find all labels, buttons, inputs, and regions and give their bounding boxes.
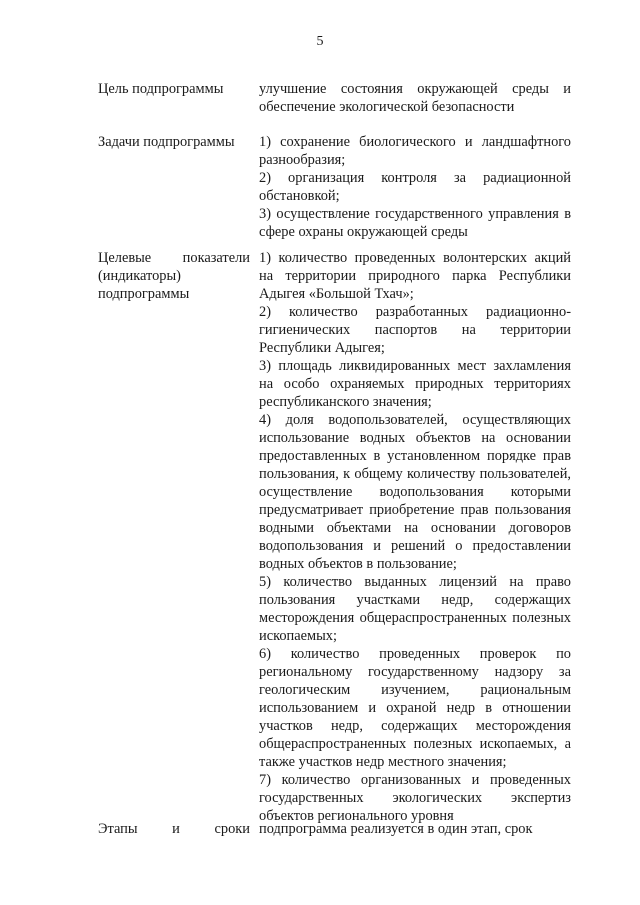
row-label: Цель подпрограммы: [98, 81, 224, 97]
row-value: [259, 133, 571, 241]
value-item: 3) осуществление государственного управления в сфере охраны окружающей среды: [259, 206, 571, 240]
row-value: [259, 249, 571, 825]
row-value: [259, 80, 571, 116]
value-item: 7) количество организованных и проведенных государственных экологических экспертиз объектов регионального уровня: [259, 772, 571, 824]
value-item: 5) количество выданных лицензий на право пользования участками недр, содержащих месторождения общераспространенных полезных ископаемых;: [259, 574, 571, 644]
value-item: 3) площадь ликвидированных мест захламления на особо охраняемых природных территориях республиканского значения;: [259, 358, 571, 410]
value-item: 1) сохранение биологического и ландшафтного разнообразия;: [259, 134, 571, 168]
value-item: 4) доля водопользователей, осуществляющих использование водных объектов на основании предоставленных в установленном порядке прав пользования, к общему количеству пользователей, осуществление водопользования которыми предусматривает приобретение прав пользования водными объектами на основании договоров водопользования и решений о предоставлении водных объектов в пользование;: [259, 412, 571, 572]
row-label: Этапы и сроки: [98, 821, 250, 837]
value-item: 6) количество проведенных проверок по региональному государственному надзору за геологическим изучением, рациональным использованием и охраной недр в отношении участков недр, содержащих месторождения общераспространенных полезных ископаемых, а также участков недр местного значения;: [259, 646, 571, 770]
value-item: 2) организация контроля за радиационной обстановкой;: [259, 170, 571, 204]
page-number: 5: [316, 34, 324, 49]
row-label: Целевые показатели (индикаторы) подпрограммы: [98, 250, 250, 302]
value-item: улучшение состояния окружающей среды и обеспечение экологической безопасности: [259, 81, 571, 115]
value-item: 1) количество проведенных волонтерских акций на территории природного парка Республики Адыгея «Большой Тхач»;: [259, 250, 571, 302]
row-label: Задачи подпрограммы: [98, 134, 235, 150]
value-item: 2) количество разработанных радиационно-гигиенических паспортов на территории Республики Адыгея;: [259, 304, 571, 356]
value-item: подпрограмма реализуется в один этап, срок: [259, 821, 533, 837]
row-value: [259, 820, 571, 838]
